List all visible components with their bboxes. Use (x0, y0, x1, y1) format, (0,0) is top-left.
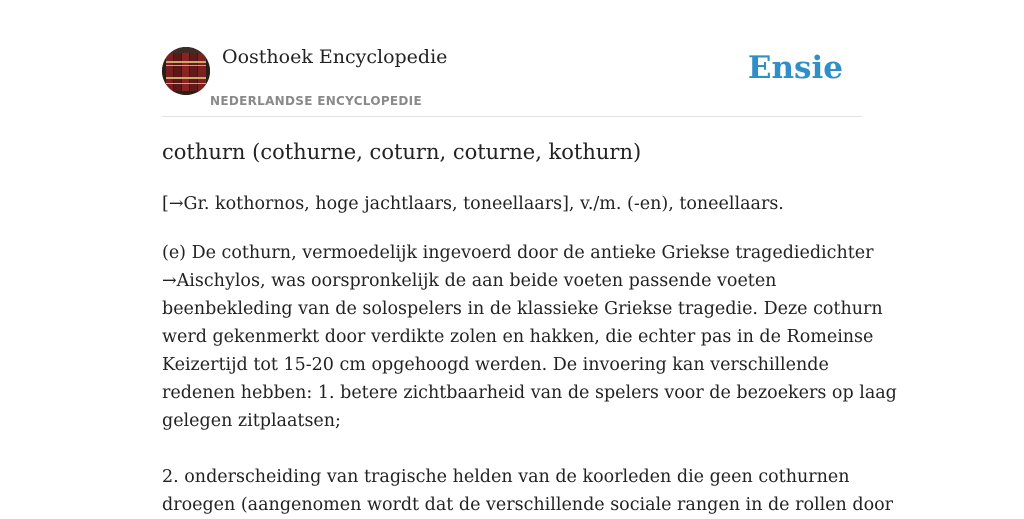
body-line: droegen (aangenomen wordt dat de verschillende sociale rangen in de rollen door (162, 495, 894, 515)
entry-etymology: [→Gr. kothornos, hoge jachtlaars, toneellaars], v./m. (-en), toneellaars. (162, 194, 784, 214)
body-line: beenbekleding van de solospelers in de klassieke Griekse tragedie. Deze cothurn (162, 299, 883, 319)
site-name[interactable]: Oosthoek Encyclopedie (222, 46, 448, 68)
entry-title: cothurn (cothurne, coturn, coturne, kothurn) (162, 140, 642, 164)
site-header (162, 0, 862, 117)
body-line: werd gekenmerkt door verdikte zolen en hakken, die echter pas in de Romeinse (162, 327, 874, 347)
ensie-logo[interactable]: Ensie (747, 50, 843, 86)
body-line-xref-aischylos[interactable]: →Aischylos, was oorspronkelijk de aan beide voeten passende voeten (162, 271, 777, 291)
site-subtitle: NEDERLANDSE ENCYCLOPEDIE (210, 94, 422, 108)
body-line: 2. onderscheiding van tragische helden van de koorleden die geen cothurnen (162, 467, 850, 487)
body-line: Keizertijd tot 15-20 cm opgehoogd werden. De invoering kan verschillende (162, 355, 829, 375)
entry-body (162, 239, 897, 519)
encyclopedia-books-icon[interactable] (162, 47, 210, 95)
body-line: redenen hebben: 1. betere zichtbaarheid van de spelers voor de bezoekers op laag (162, 383, 897, 403)
body-line: (e) De cothurn, vermoedelijk ingevoerd door de antieke Griekse tragediedichter (162, 243, 874, 263)
body-line: gelegen zitplaatsen; (162, 411, 341, 431)
page (162, 0, 897, 515)
paragraph-gap (162, 435, 862, 463)
